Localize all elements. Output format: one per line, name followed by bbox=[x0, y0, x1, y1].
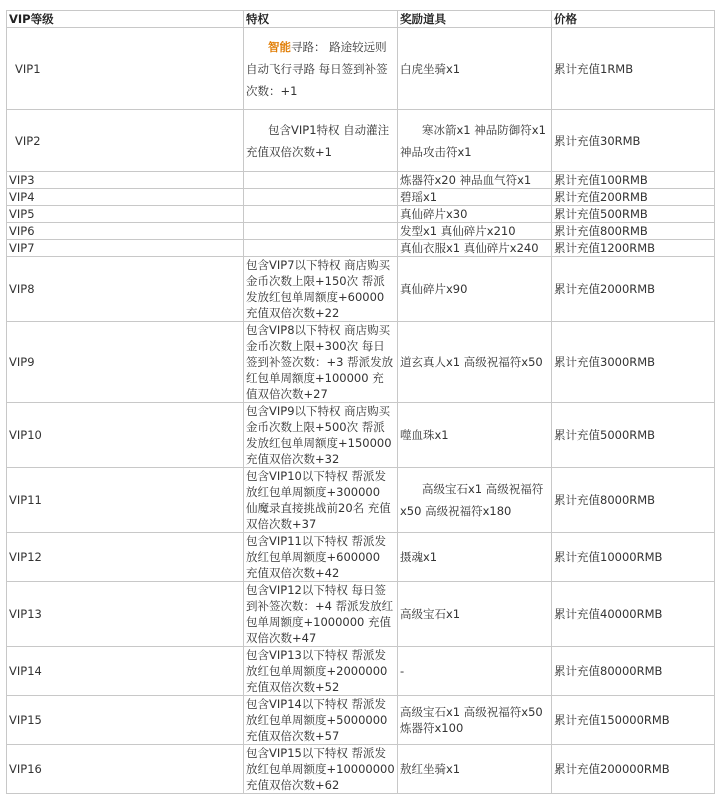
price-cell: 累计充值3000RMB bbox=[552, 322, 715, 403]
privilege-cell bbox=[244, 28, 398, 110]
reward-cell: 道玄真人x1 高级祝福符x50 bbox=[398, 322, 552, 403]
vip-level-cell: VIP6 bbox=[7, 223, 244, 240]
table-row bbox=[7, 206, 715, 223]
vip-level-cell: VIP9 bbox=[7, 322, 244, 403]
price-cell: 累计充值1200RMB bbox=[552, 240, 715, 257]
reward-cell: 炼器符x20 神品血气符x1 bbox=[398, 172, 552, 189]
price-cell: 累计充值8000RMB bbox=[552, 468, 715, 533]
privilege-cell: 包含VIP9以下特权 商店购买金币次数上限+500次 帮派发放红包单周额度+150000 充值双倍次数+32 bbox=[244, 403, 398, 468]
table-row bbox=[7, 110, 715, 172]
privilege-cell: 包含VIP8以下特权 商店购买金币次数上限+300次 每日签到补签次数：+3 帮派发放红包单周额度+100000 充值双倍次数+27 bbox=[244, 322, 398, 403]
privilege-cell: 包含VIP7以下特权 商店购买金币次数上限+150次 帮派发放红包单周额度+60000 充值双倍次数+22 bbox=[244, 257, 398, 322]
privilege-cell: 包含VIP14以下特权 帮派发放红包单周额度+5000000 充值双倍次数+57 bbox=[244, 696, 398, 745]
table-row bbox=[7, 403, 715, 468]
price-cell: 累计充值5000RMB bbox=[552, 403, 715, 468]
privilege-cell: 包含VIP12以下特权 每日签到补签次数：+4 帮派发放红包单周额度+1000000 充值双倍次数+47 bbox=[244, 582, 398, 647]
vip-level-cell: VIP15 bbox=[7, 696, 244, 745]
header-price: 价格 bbox=[552, 11, 715, 28]
price-cell: 累计充值10000RMB bbox=[552, 533, 715, 582]
reward-cell: 高级宝石x1 高级祝福符x50 炼器符x100 bbox=[398, 696, 552, 745]
reward-cell: 敖红坐骑x1 bbox=[398, 745, 552, 794]
vip-level-cell: VIP5 bbox=[7, 206, 244, 223]
reward-cell: 高级宝石x1 高级祝福符x50 高级祝福符x180 bbox=[398, 468, 552, 533]
privilege-cell: 包含VIP10以下特权 帮派发放红包单周额度+300000 仙魔录直接挑战前20名 充值双倍次数+37 bbox=[244, 468, 398, 533]
privilege-cell bbox=[244, 240, 398, 257]
table-row bbox=[7, 468, 715, 533]
table-row bbox=[7, 696, 715, 745]
reward-cell: 真仙碎片x90 bbox=[398, 257, 552, 322]
table-row bbox=[7, 582, 715, 647]
privilege-cell bbox=[244, 206, 398, 223]
vip-level-cell: VIP16 bbox=[7, 745, 244, 794]
reward-cell: 摄魂x1 bbox=[398, 533, 552, 582]
price-cell: 累计充值800RMB bbox=[552, 223, 715, 240]
privilege-cell: 包含VIP13以下特权 帮派发放红包单周额度+2000000 充值双倍次数+52 bbox=[244, 647, 398, 696]
vip-level-cell: VIP4 bbox=[7, 189, 244, 206]
privilege-cell: 包含VIP15以下特权 帮派发放红包单周额度+10000000 充值双倍次数+62 bbox=[244, 745, 398, 794]
price-cell: 累计充值200000RMB bbox=[552, 745, 715, 794]
vip-level-cell: VIP7 bbox=[7, 240, 244, 257]
table-row bbox=[7, 647, 715, 696]
privilege-cell bbox=[244, 189, 398, 206]
table-header-row bbox=[7, 11, 715, 28]
table-row bbox=[7, 240, 715, 257]
price-cell: 累计充值30RMB bbox=[552, 110, 715, 172]
reward-cell: 真仙碎片x30 bbox=[398, 206, 552, 223]
reward-cell: 白虎坐骑x1 bbox=[398, 28, 552, 110]
reward-cell: - bbox=[398, 647, 552, 696]
table-row bbox=[7, 257, 715, 322]
vip-level-cell: VIP3 bbox=[7, 172, 244, 189]
header-reward: 奖励道具 bbox=[398, 11, 552, 28]
reward-cell: 噬血珠x1 bbox=[398, 403, 552, 468]
vip-level-cell: VIP13 bbox=[7, 582, 244, 647]
price-cell: 累计充值200RMB bbox=[552, 189, 715, 206]
price-cell: 累计充值1RMB bbox=[552, 28, 715, 110]
reward-cell: 高级宝石x1 bbox=[398, 582, 552, 647]
table-row bbox=[7, 189, 715, 206]
vip-level-cell: VIP11 bbox=[7, 468, 244, 533]
reward-cell: 寒冰箭x1 神品防御符x1神品攻击符x1 bbox=[398, 110, 552, 172]
vip-table bbox=[6, 10, 715, 794]
table-row bbox=[7, 223, 715, 240]
privilege-cell: 包含VIP1特权 自动灌注充值双倍次数+1 bbox=[244, 110, 398, 172]
vip-level-cell: VIP1 bbox=[7, 28, 244, 110]
header-privilege: 特权 bbox=[244, 11, 398, 28]
privilege-highlight: 智能 bbox=[268, 39, 291, 54]
vip-level-cell: VIP2 bbox=[7, 110, 244, 172]
table-row bbox=[7, 745, 715, 794]
price-cell: 累计充值40000RMB bbox=[552, 582, 715, 647]
privilege-cell: 包含VIP11以下特权 帮派发放红包单周额度+600000 充值双倍次数+42 bbox=[244, 533, 398, 582]
privilege-cell bbox=[244, 223, 398, 240]
price-cell: 累计充值2000RMB bbox=[552, 257, 715, 322]
table-row bbox=[7, 28, 715, 110]
reward-cell: 碧瑶x1 bbox=[398, 189, 552, 206]
vip-level-cell: VIP14 bbox=[7, 647, 244, 696]
header-level: VIP等级 bbox=[7, 11, 244, 28]
vip-level-cell: VIP12 bbox=[7, 533, 244, 582]
privilege-cell bbox=[244, 172, 398, 189]
table-row bbox=[7, 172, 715, 189]
reward-cell: 发型x1 真仙碎片x210 bbox=[398, 223, 552, 240]
price-cell: 累计充值80000RMB bbox=[552, 647, 715, 696]
price-cell: 累计充值500RMB bbox=[552, 206, 715, 223]
table-row bbox=[7, 322, 715, 403]
vip-level-cell: VIP10 bbox=[7, 403, 244, 468]
price-cell: 累计充值150000RMB bbox=[552, 696, 715, 745]
vip-level-cell: VIP8 bbox=[7, 257, 244, 322]
table-row bbox=[7, 533, 715, 582]
privilege-text: 寻路： 路途较远则自动飞行寻路 每日签到补签次数：+1 bbox=[246, 39, 388, 98]
reward-cell: 真仙衣服x1 真仙碎片x240 bbox=[398, 240, 552, 257]
price-cell: 累计充值100RMB bbox=[552, 172, 715, 189]
